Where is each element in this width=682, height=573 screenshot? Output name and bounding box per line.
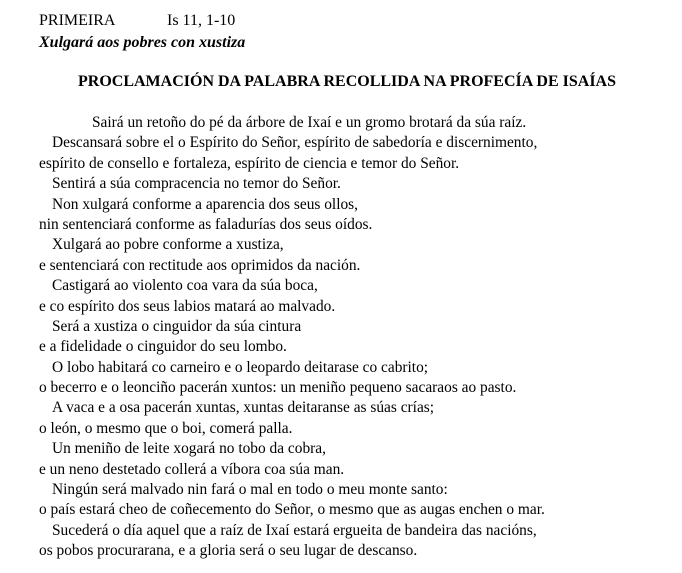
proclamation-heading: PROCLAMACIÓN DA PALABRA RECOLLIDA NA PROFECÍA DE ISAÍAS xyxy=(78,73,616,90)
reading-line: Será a xustiza o cinguidor da súa cintura xyxy=(52,317,302,335)
reading-line: Ningún será malvado nin fará o mal en todo o meu monte santo: xyxy=(52,481,448,499)
reading-line: Un meniño de leite xogará no tobo da cobra, xyxy=(52,440,326,458)
reading-subtitle: Xulgará aos pobres con xustiza xyxy=(39,34,246,51)
reading-line: e sentenciará con rectitude aos oprimidos da nación. xyxy=(39,256,361,274)
reading-line: e co espírito dos seus labios matará ao malvado. xyxy=(39,297,336,315)
reading-header xyxy=(39,11,235,30)
reading-line: Castigará ao violento coa vara da súa boca, xyxy=(52,277,318,295)
reading-line: Descansará sobre el o Espírito do Señor, espírito de sabedoría e discernimento, xyxy=(52,134,538,152)
reading-line: o país estará cheo de coñecemento do Señor, o mesmo que as augas enchen o mar. xyxy=(39,501,545,519)
reading-line: espírito de consello e fortaleza, espírito de ciencia e temor do Señor. xyxy=(39,154,460,172)
reading-line: Sairá un retoño do pé da árbore de Ixaí e un gromo brotará da súa raíz. xyxy=(92,114,527,131)
reading-line: A vaca e a osa pacerán xuntas, xuntas deitaranse as súas crías; xyxy=(52,399,435,417)
reading-line: o becerro e o leonciño pacerán xuntos: un meniño pequeno sacaraos ao pasto. xyxy=(39,379,517,397)
reading-line: O lobo habitará co carneiro e o leopardo deitarase co cabrito; xyxy=(52,358,429,376)
reading-line: Non xulgará conforme a aparencia dos seus ollos, xyxy=(52,195,359,213)
reading-line: Sentirá a súa compracencia no temor do Señor. xyxy=(52,175,341,193)
reading-line: e a fidelidade o cinguidor do seu lombo. xyxy=(39,338,287,356)
reading-line: e un neno destetado collerá a víbora coa súa man. xyxy=(39,460,345,478)
reading-line: nin sentenciará conforme as faladurías dos seus oídos. xyxy=(39,215,373,233)
reading-label: PRIMEIRA xyxy=(39,12,116,29)
reading-line: Sucederá o día aquel que a raíz de Ixaí estará ergueita de bandeira das nacións, xyxy=(52,521,537,539)
reading-line: Xulgará ao pobre conforme a xustiza, xyxy=(52,236,284,254)
scripture-reference: Is 11, 1-10 xyxy=(167,12,236,29)
reading-line: os pobos procurarana, e a gloria será o seu lugar de descanso. xyxy=(39,542,418,560)
reading-body xyxy=(39,113,679,562)
reading-line: o león, o mesmo que o boi, comerá palla. xyxy=(39,419,293,437)
